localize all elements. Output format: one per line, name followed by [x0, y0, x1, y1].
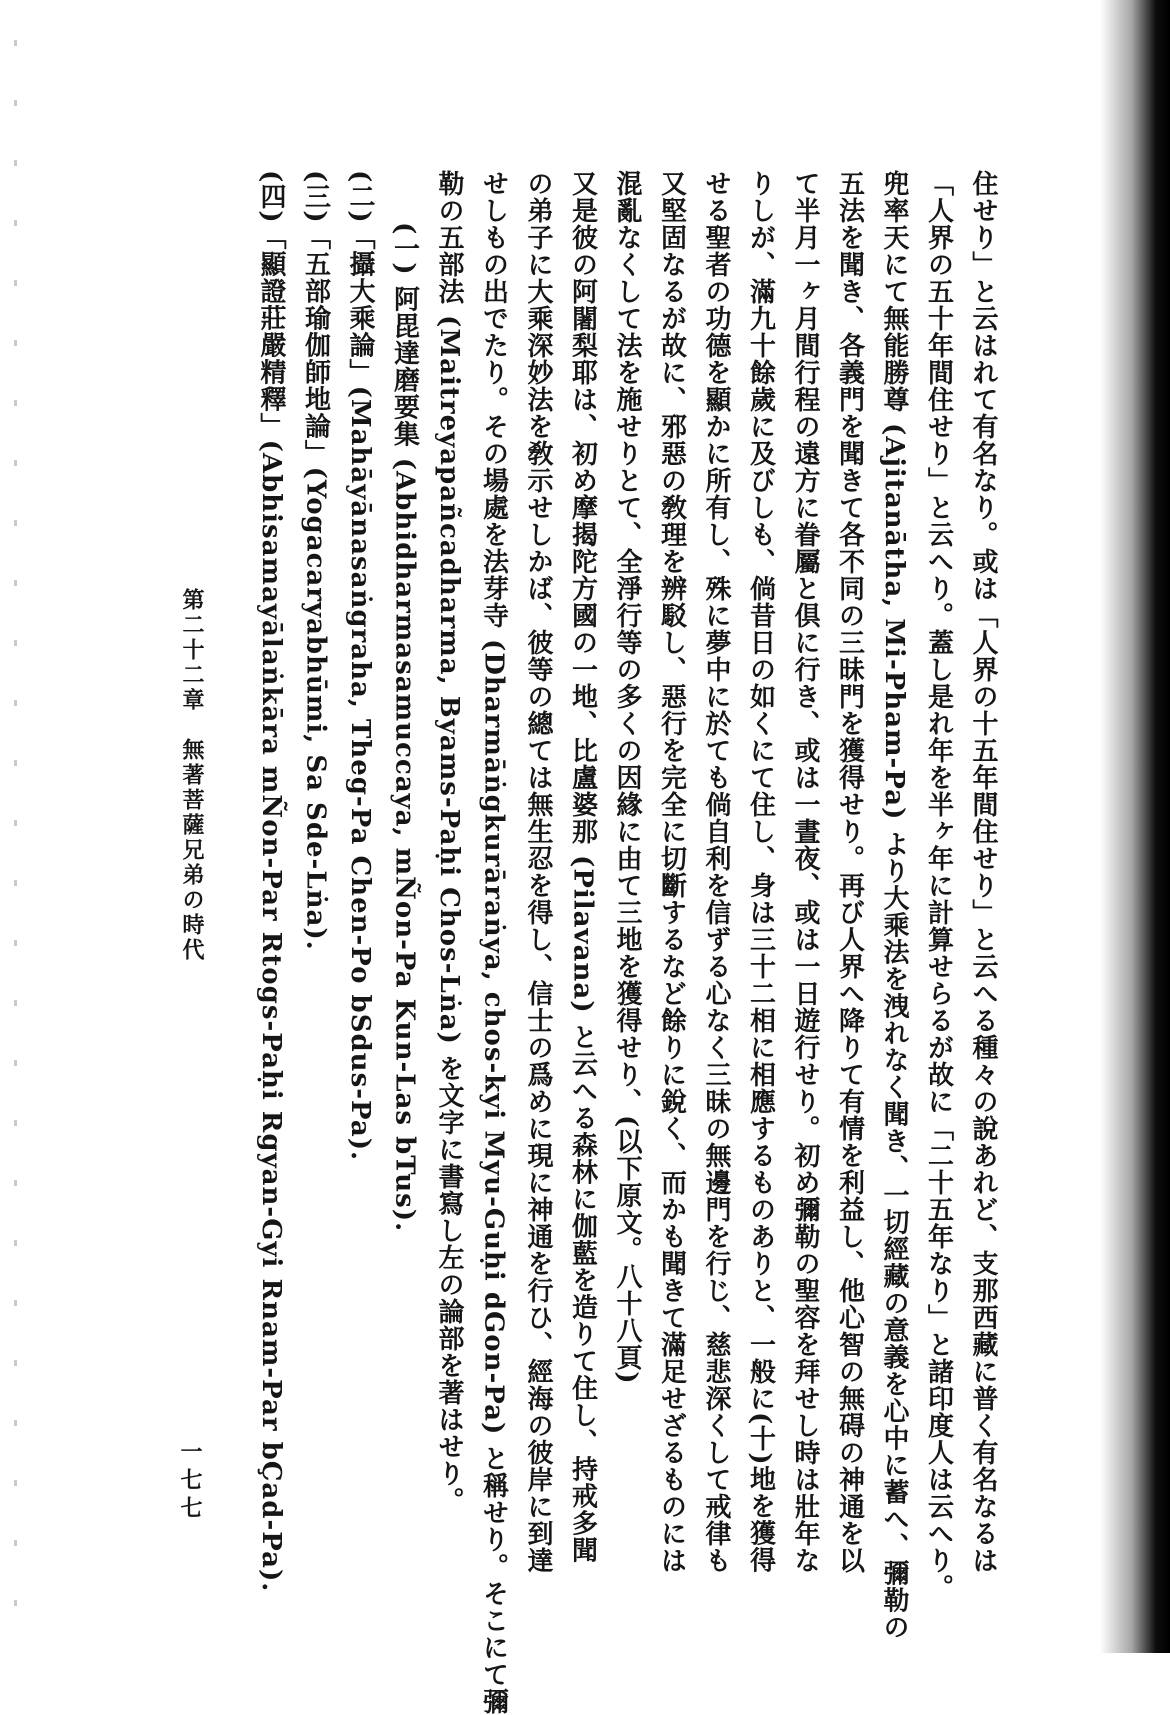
list-item: (一) 阿毘達磨要集 (Abhidharmasamuccaya, mÑon-Pa Kun-Las bTus). — [389, 222, 420, 1233]
book-spine-shadow — [1100, 0, 1170, 1653]
text-line: 混亂なくして法を施せりとて、全淨行等の多くの因緣に由て三地を獲得せり、(以下原文。八十八頁) — [612, 170, 642, 1385]
text-line: の弟子に大乘深妙法を敎示せしかば、彼等の總ては無生忍を得し、信士の爲めに現に神通を行ひ、經海の彼岸に到達 — [523, 170, 553, 1574]
text-line: せしもの出でたり。その場處を法芽寺 (Dharmāṅgkurāraṅya, chos-kyi Myu-Guḥi dGon-Pa) と稱せり。そこにて彌 — [478, 170, 509, 1715]
text-line: 住せり」と云はれて有名なり。或は「人界の十五年間住せり」と云へる種々の說あれど、支那西藏に普く有名なるは — [968, 170, 998, 1574]
text-line: りしが、滿九十餘歲に及びしも、倘昔日の如くにて住し、身は三十二相に相應するものありと、一般に(十)地を獲得 — [745, 170, 776, 1574]
text-line: 又是彼の阿闍梨耶は、初め摩揭陀方國の一地、比盧婆那 (Pilavana) と云へる森林に伽藍を造りて住し、持戒多聞 — [567, 170, 598, 1564]
text-line: せる聖者の功德を顯かに所有し、殊に夢中に於ても倘自利を信ずる心なく三昧の無邊門を行じ、慈悲深くして戒律も — [701, 170, 731, 1574]
scan-edge-marks — [14, 40, 17, 1620]
running-footer: 第二十二章 無著菩薩兄弟の時代 — [179, 588, 205, 963]
text-line: 「人界の五十年間住せり」と云へり。蓋し是れ年を半ヶ年に計算せらるが故に「二十五年なり」と諸印度人は云へり。 — [923, 170, 954, 1601]
list-item: (二)「攝大乘論」(Mahāyānasaṅgraha, Theg-Pa Chen-Po bSdus-Pa). — [345, 170, 375, 1162]
page-number: 一七七 — [177, 1440, 203, 1524]
text-line: 五法を聞き、各義門を聞きて各不同の三昧門を獲得せり。再び人界へ降りて有情を利益し、他心智の無碍の神通を以 — [834, 170, 865, 1574]
text-line: 兜率天にて無能勝尊 (Ajitanātha, Mi-Pham-Pa) より大乘法を洩れなく聞き、一切經藏の意義を心中に蓄へ、彌勒の — [879, 170, 909, 1641]
text-line: 勒の五部法 (Maitreyapañcadharma, Byams-Paḥi Chos-Lṅa) を文字に書寫し左の論部を著はせり。 — [434, 170, 464, 1514]
list-item: (四)「顯證莊嚴精釋」(Abhisamayālaṅkāra mÑon-Par Rtogs-Paḥi Rgyan-Gyi Rnam-Par bÇad-Pa). — [256, 170, 286, 1593]
list-item: (三)「五部瑜伽師地論」(Yogacaryabhūmi, Sa Sde-Lṅa). — [300, 170, 331, 951]
text-line: て半月一ヶ月間行程の遠方に眷屬と倶に行き、或は一晝夜、或は一日遊行せり。初め彌勒の聖容を拜せし時は壯年な — [790, 170, 820, 1574]
text-line: 又堅固なるが故に、邪惡の敎理を辨駁し、惡行を完全に切斷するなど餘りに銳く、而かも聞きて滿足せざるものには — [656, 170, 687, 1574]
